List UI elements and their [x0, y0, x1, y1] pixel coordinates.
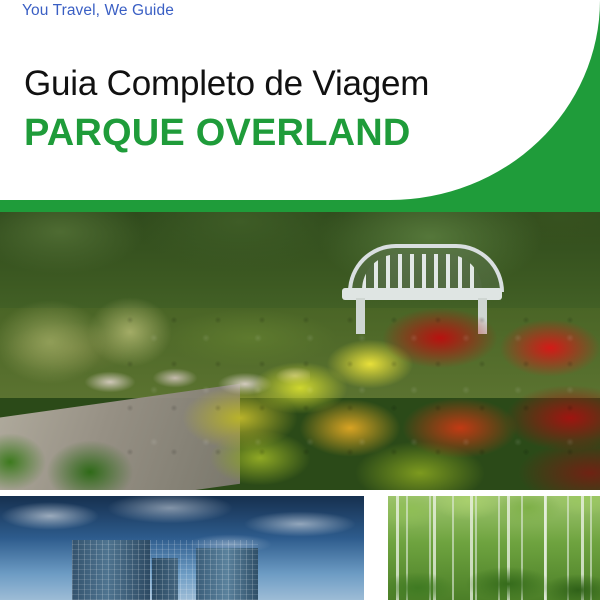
- cover-tagline: You Travel, We Guide: [22, 2, 174, 19]
- city-skyline-photo: [0, 496, 364, 600]
- garden-bench-photo: [0, 212, 600, 490]
- cover-title-main: Guia Completo de Viagem: [24, 64, 430, 103]
- photo-flower-bed-texture: [120, 308, 600, 490]
- cover-title-subject: PARQUE OVERLAND: [24, 112, 411, 154]
- photo-foreground-foliage: [0, 402, 160, 490]
- photo-forest-underbrush: [388, 560, 600, 600]
- cover-bottom-photo-row: [0, 496, 600, 600]
- bench-slats: [362, 254, 482, 290]
- cover-header-band: [0, 0, 600, 212]
- photo-tower-windows: [72, 540, 258, 600]
- forest-photo: [388, 496, 600, 600]
